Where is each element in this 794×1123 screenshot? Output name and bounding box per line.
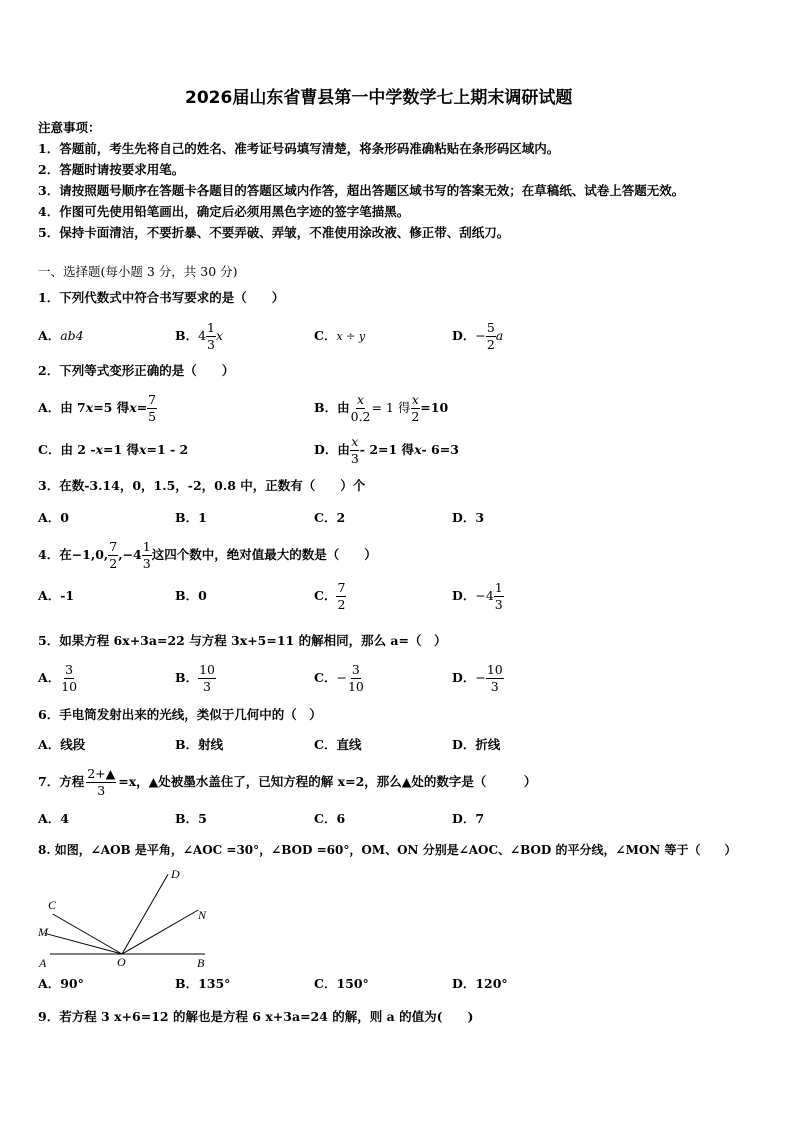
question-6-stem: 6．手电筒发射出来的光线，类似于几何中的（ ）	[38, 707, 322, 722]
ray-oc	[53, 914, 122, 954]
label-m: M	[38, 925, 48, 939]
q4-option-b: B．0	[175, 588, 207, 603]
fraction: $\frac{10}{3}$	[199, 662, 215, 694]
label-c: C	[48, 898, 57, 912]
q7-option-a: A．4	[38, 811, 69, 826]
q3-option-c: C．2	[314, 510, 346, 525]
fraction: $\frac{x}{0.2}$	[350, 392, 371, 424]
q3-option-b: B．1	[175, 510, 207, 525]
notice-item: 2．答题时请按要求用笔。	[38, 162, 185, 177]
question-5-stem: 5．如果方程 6x+3a=22 与方程 3x+5=11 的解相同，那么 a=（ ）	[38, 633, 447, 648]
q4-option-a: A．-1	[38, 588, 75, 603]
label-b: B	[197, 956, 205, 970]
label-o: O	[117, 955, 126, 969]
fraction: $\frac{1}{3}$	[207, 320, 215, 352]
q1-option-b: B． 4 $\frac{1}{3}$ x	[175, 320, 224, 352]
notice-item: 5．保持卡面清洁，不要折暴、不要弄破、弄皱，不准使用涂改液、修正带、刮纸刀。	[38, 225, 510, 240]
q4-option-d: D． −4 $\frac{1}{3}$	[452, 580, 503, 612]
question-4-stem: 4．在−1,0, $\frac{7}{2}$ ,−4 $\frac{1}{3}$ 这四个数中，绝对值最大的数是（ ）	[38, 539, 377, 571]
fraction: $\frac{3}{10}$	[61, 662, 78, 694]
q7-option-d: D．7	[452, 811, 485, 826]
page-title: 2026届山东省曹县第一中学数学七上期末调研试题	[185, 88, 573, 108]
fraction: $\frac{5}{2}$	[486, 320, 495, 352]
ray-od	[122, 874, 168, 954]
fraction: $\frac{3}{10}$	[347, 662, 364, 694]
q7-option-b: B．5	[175, 811, 207, 826]
q8-option-a: A．90°	[38, 976, 84, 991]
question-7-stem: 7．方程 $\frac{2+▲}{3}$ =x，▲处被墨水盖住了，已知方程的解 x=2，那么▲处的数字是（ ）	[38, 766, 537, 798]
fraction: $\frac{1}{3}$	[494, 580, 503, 612]
q6-option-c: C．直线	[314, 737, 362, 752]
question-8-stem: 8. 如图，∠AOB 是平角，∠AOC =30°，∠BOD =60°，OM、ON 分别是∠AOC、∠BOD 的平分线，∠MON 等于（ ）	[38, 843, 737, 857]
q8-option-b: B．135°	[175, 976, 231, 991]
question-2-stem: 2．下列等式变形正确的是（ ）	[38, 363, 235, 378]
label-d: D	[171, 867, 180, 881]
q6-option-a: A．线段	[38, 737, 86, 752]
fraction: $\frac{x}{2}$	[411, 392, 420, 424]
notice-item: 4．作图可先使用铅笔画出，确定后必须用黑色字迹的签字笔描黑。	[38, 204, 410, 219]
fraction: $\frac{1}{3}$	[142, 539, 151, 571]
q5-option-a: A． $\frac{3}{10}$	[38, 662, 78, 694]
notice-item: 3．请按照题号顺序在答题卡各题目的答题区域内作答，超出答题区域书写的答案无效；在草稿纸、试卷上答题无效。	[38, 183, 685, 198]
q5-option-d: D． − $\frac{10}{3}$	[452, 662, 503, 694]
q2-option-a: A．由 7 x =5 得 x = $\frac{7}{5}$	[38, 392, 157, 424]
q2-option-c: C．由 2 - x =1 得 x =1 - 2	[38, 441, 189, 457]
q3-option-d: D．3	[452, 510, 485, 525]
fraction: $\frac{7}{2}$	[109, 539, 118, 571]
q7-option-c: C．6	[314, 811, 346, 826]
q8-option-d: D．120°	[452, 976, 508, 991]
question-3-stem: 3．在数-3.14，0，1.5，-2，0.8 中，正数有（ ）个	[38, 478, 366, 493]
fraction: $\frac{7}{5}$	[148, 392, 157, 424]
label-a: A	[39, 956, 47, 970]
q2-option-b: B．由 $\frac{x}{0.2}$ = 1 得 $\frac{x}{2}$ =10	[314, 392, 449, 424]
q8-option-c: C．150°	[314, 976, 369, 991]
label-n: N	[198, 908, 207, 922]
q1-option-d: D． − $\frac{5}{2}$ a	[452, 320, 504, 352]
fraction: $\frac{7}{2}$	[337, 580, 346, 612]
question-9-stem: 9．若方程 3 x+6=12 的解也是方程 6 x+3a=24 的解，则 a 的值为( )	[38, 1009, 474, 1024]
q6-option-d: D．折线	[452, 737, 501, 752]
question-1-stem: 1．下列代数式中符合书写要求的是（ ）	[38, 290, 285, 305]
q1-option-a: A． ab4	[38, 327, 84, 343]
q4-option-c: C． $\frac{7}{2}$	[314, 580, 346, 612]
q5-option-c: C． − $\frac{3}{10}$	[314, 662, 364, 694]
q6-option-b: B．射线	[175, 737, 224, 752]
notice-heading: 注意事项：	[38, 120, 101, 135]
fraction: $\frac{x}{3}$	[350, 434, 359, 466]
fraction: $\frac{10}{3}$	[486, 662, 503, 694]
ray-om	[45, 933, 122, 954]
fraction: $\frac{2+▲}{3}$	[87, 766, 116, 798]
q1-option-c: C． x ÷ y	[314, 327, 366, 343]
angle-figure	[30, 862, 270, 972]
notice-item: 1．答题前，考生先将自己的姓名、准考证号码填写清楚，将条形码准确粘贴在条形码区域内。	[38, 141, 560, 156]
ray-on	[122, 910, 198, 954]
section-heading: 一、选择题(每小题 3 分，共 30 分)	[38, 264, 238, 279]
q2-option-d: D．由 $\frac{x}{3}$ - 2=1 得 x - 6=3	[314, 434, 459, 466]
q5-option-b: B． $\frac{10}{3}$	[175, 662, 215, 694]
q3-option-a: A．0	[38, 510, 69, 525]
